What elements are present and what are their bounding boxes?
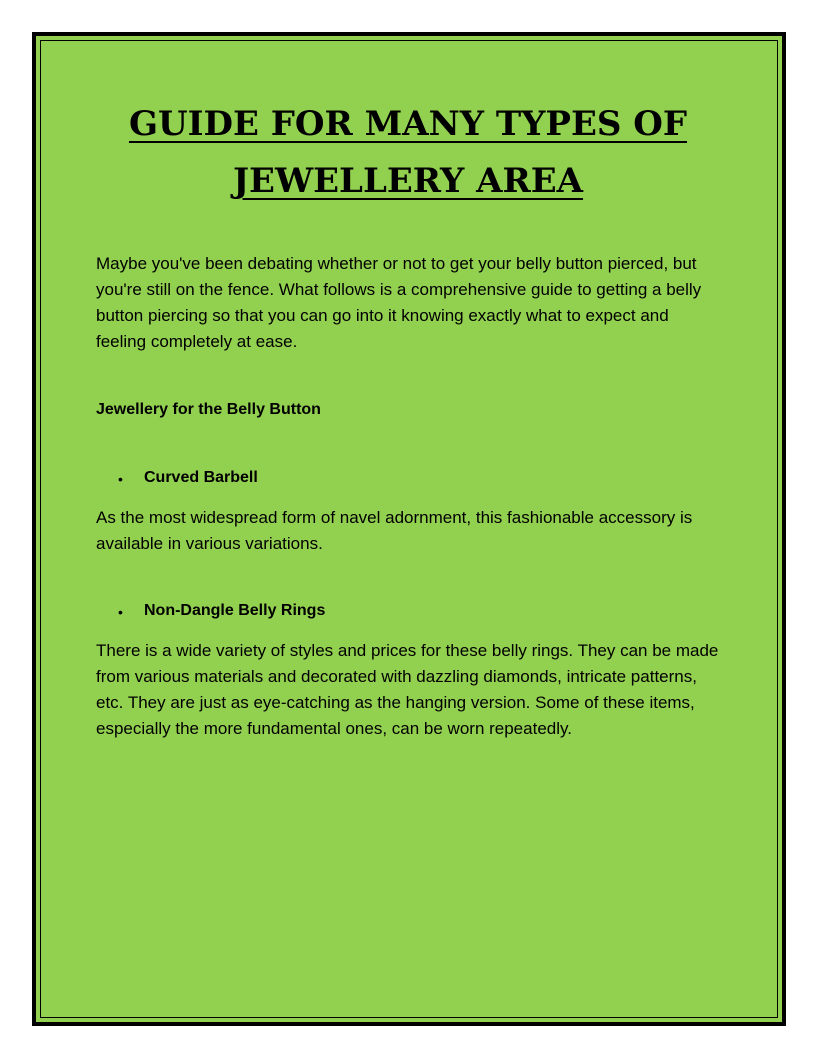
page-title [96,96,720,210]
bullet-marker: • [118,471,123,487]
item-description-curved-barbell: As the most widespread form of navel adornment, this fashionable accessory is available in various variations. [96,508,693,553]
title-line-1: GUIDE FOR MANY TYPES OF [128,104,688,144]
bullet-marker: • [118,604,123,620]
intro-paragraph: Maybe you've been debating whether or not to get your belly button pierced, but you're still on the fence. What follows is a comprehensive guide to getting a belly button piercing so that you can go into it knowing exactly what to expect and feeling completely at ease. [96,254,702,351]
title-line-2: JEWELLERY AREA [232,161,584,201]
section-heading: Jewellery for the Belly Button [96,401,321,418]
item-label-non-dangle-belly-rings: Non-Dangle Belly Rings [144,602,326,619]
item-description-non-dangle-belly-rings: There is a wide variety of styles and prices for these belly rings. They can be made from various materials and decorated with dazzling diamonds, intricate patterns, etc. They are just as eye-catching as the hanging version. Some of these items, especially the more fundamental ones, can be worn repeatedly. [96,641,719,738]
item-label-curved-barbell: Curved Barbell [144,469,258,486]
